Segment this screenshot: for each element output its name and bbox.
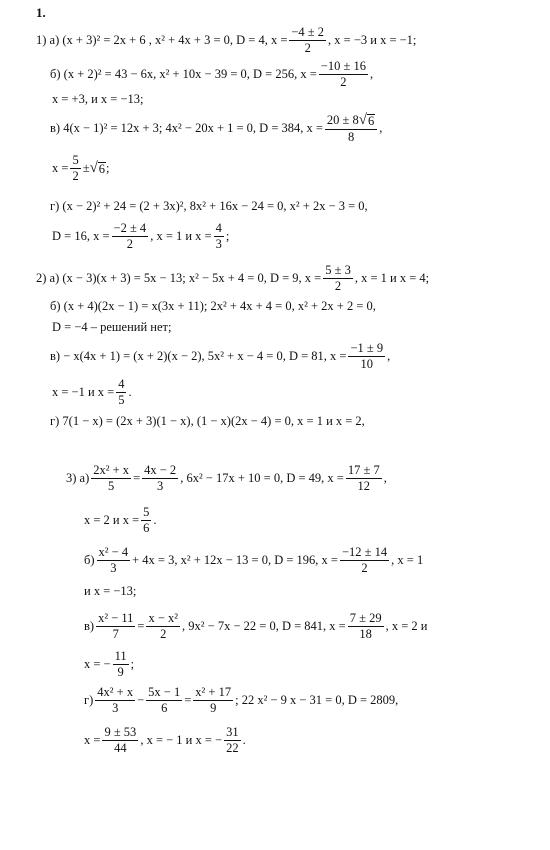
roots-1v bbox=[52, 154, 110, 183]
minus: − bbox=[137, 693, 145, 708]
fraction: $\frac{5x - 1}{6}$ bbox=[148, 685, 181, 716]
fraction: $\frac{7 \pm 29}{18}$ bbox=[349, 611, 382, 642]
roots-3b: , x = 1 bbox=[391, 553, 424, 568]
comma: , bbox=[379, 121, 383, 136]
roots-3v-cont bbox=[84, 650, 134, 679]
period: . bbox=[242, 733, 246, 748]
fraction: $\frac{5}{2}$ bbox=[72, 153, 79, 184]
line-1v bbox=[50, 114, 382, 144]
period: . bbox=[153, 513, 157, 528]
line-3v bbox=[84, 612, 427, 641]
eq-1v: 4(x − 1)² = 12x + 3; 4x² − 20x + 1 = 0, D = 384, x = bbox=[63, 121, 323, 136]
fraction: $\frac{\text{2x² + x}}{5}$ bbox=[93, 463, 130, 494]
roots-3a bbox=[84, 506, 157, 535]
roots-text: x = −1 и x = bbox=[52, 385, 115, 400]
roots-text: x = 2 и x = bbox=[84, 513, 140, 528]
fraction: $\frac{17 \pm 7}{12}$ bbox=[347, 463, 380, 494]
line-2g bbox=[50, 415, 365, 428]
semicolon: ; bbox=[225, 229, 230, 244]
eq-3g: ; 22 x² − 9 x − 31 = 0, D = 2809, bbox=[235, 693, 399, 708]
fraction: $\frac{9 \pm 53}{44}$ bbox=[104, 725, 137, 756]
label-2v: в) bbox=[50, 349, 61, 364]
roots-3b-cont: и x = −13; bbox=[84, 584, 137, 598]
line-2a bbox=[36, 264, 429, 293]
fraction: $\frac{4}{5}$ bbox=[118, 377, 125, 408]
label-3b: б) bbox=[84, 553, 95, 568]
eq-1g: (x − 2)² + 24 = (2 + 3x)², 8x² + 16x − 24 = 0, x² + 2x − 3 = 0, bbox=[62, 199, 368, 213]
problem-number: 1. bbox=[36, 5, 46, 20]
period: . bbox=[128, 385, 132, 400]
eq-3v: , 9x² − 7x − 22 = 0, D = 841, x = bbox=[182, 619, 346, 634]
label-3g: г) bbox=[84, 693, 94, 708]
fraction: $\frac{5 \pm 3}{2}$ bbox=[325, 263, 351, 294]
equals: = bbox=[137, 619, 145, 634]
comma: , bbox=[383, 471, 387, 486]
line-3g bbox=[84, 686, 398, 715]
no-solutions: D = −4 – решений нет; bbox=[52, 320, 172, 334]
x-eq: x = bbox=[84, 733, 101, 748]
label-3a: 3) а) bbox=[66, 471, 90, 486]
fraction: $\frac{\text{x² + 17}}{9}$ bbox=[195, 685, 232, 716]
discriminant: D = 16, x = bbox=[52, 229, 110, 244]
fraction: $\frac{5}{6}$ bbox=[143, 505, 150, 536]
fraction: $\frac{-10 \pm 16}{2}$ bbox=[320, 59, 366, 90]
roots-2v bbox=[52, 378, 132, 407]
comma: , bbox=[387, 349, 391, 364]
equals: = bbox=[184, 693, 192, 708]
roots-text: , x = 1 и x = bbox=[150, 229, 212, 244]
label-2b: б) bbox=[50, 299, 61, 313]
fraction: 4x² + x 3 bbox=[97, 685, 134, 716]
fraction: 20 ± 8 √ 6 8 bbox=[325, 114, 377, 144]
fraction: $\frac{11}{9}$ bbox=[114, 649, 127, 680]
line-3b bbox=[84, 546, 423, 575]
fraction: $\frac{4x - 2}{3}$ bbox=[144, 463, 177, 494]
roots-1b: x = +3, и x = −13; bbox=[52, 92, 144, 106]
roots-2a: , x = 1 и x = 4; bbox=[354, 271, 430, 286]
eq-2a: (x − 3)(x + 3) = 5x − 13; x² − 5x + 4 = 0, D = 9, x = bbox=[62, 271, 322, 286]
eq-3b: + 4x = 3, x² + 12x − 13 = 0, D = 196, x = bbox=[132, 553, 338, 568]
fraction: $\frac{\text{x² − 11}}{7}$ bbox=[98, 611, 134, 642]
fraction: $\frac{-1 \pm 9}{10}$ bbox=[350, 341, 384, 372]
label-1b: б) bbox=[50, 67, 61, 82]
plus-minus: ± bbox=[82, 161, 90, 176]
fraction: $\frac{-12 \pm 14}{2}$ bbox=[341, 545, 388, 576]
line-3a bbox=[66, 464, 387, 493]
comma: , bbox=[369, 67, 374, 82]
line-1b bbox=[50, 60, 373, 89]
fraction: $\frac{4}{3}$ bbox=[215, 221, 222, 252]
roots-1g bbox=[52, 222, 229, 251]
line-2v bbox=[50, 342, 390, 371]
eq-1a: (x + 3)² = 2x + 6 , x² + 4x + 3 = 0, D = 4, x = bbox=[62, 33, 288, 48]
label-1v: в) bbox=[50, 121, 61, 136]
eq-2b: (x + 4)(2x − 1) = x(3x + 11); 2x² + 4x + 4 = 0, x² + 2x + 2 = 0, bbox=[63, 299, 376, 313]
label-3v: в) bbox=[84, 619, 95, 634]
semicolon: ; bbox=[130, 657, 135, 672]
semicolon: ; bbox=[106, 161, 110, 176]
fraction: x² − 4 3 bbox=[98, 545, 129, 576]
sqrt: √ 6 bbox=[89, 159, 106, 176]
label-2a: 2) а) bbox=[36, 271, 60, 286]
label-1g: г) bbox=[50, 199, 60, 213]
line-1a bbox=[36, 26, 416, 55]
roots-1a: , x = −3 и x = −1; bbox=[328, 33, 417, 48]
roots-3g bbox=[84, 726, 246, 755]
eq-2v: − x(4x + 1) = (x + 2)(x − 2), 5x² + x − 4 = 0, D = 81, x = bbox=[63, 349, 347, 364]
eq-1b: (x + 2)² = 43 − 6x, x² + 10x − 39 = 0, D = 256, x = bbox=[63, 67, 317, 82]
equals: = bbox=[133, 471, 141, 486]
fraction: $\frac{\text{x − x²}}{2}$ bbox=[148, 611, 179, 642]
label-2g: г) bbox=[50, 414, 60, 428]
roots-text: , x = − 1 и x = − bbox=[140, 733, 223, 748]
sqrt: √ 6 bbox=[358, 112, 375, 128]
eq-3a: , 6x² − 17x + 10 = 0, D = 49, x = bbox=[180, 471, 344, 486]
fraction: $\frac{31}{22}$ bbox=[226, 725, 239, 756]
fraction: $\frac{-2 \pm 4}{2}$ bbox=[113, 221, 147, 252]
line-1g bbox=[50, 200, 368, 213]
x-eq: x = bbox=[52, 161, 69, 176]
line-2b bbox=[50, 300, 376, 313]
eq-2g: 7(1 − x) = (2x + 3)(1 − x), (1 − x)(2x − 4) = 0, x = 1 и x = 2, bbox=[62, 414, 365, 428]
fraction: $\frac{-4 \pm 2}{2}$ bbox=[291, 25, 325, 56]
label-1a: 1) а) bbox=[36, 33, 60, 48]
roots-3v: , x = 2 и bbox=[385, 619, 428, 634]
x-eq: x = − bbox=[84, 657, 111, 672]
